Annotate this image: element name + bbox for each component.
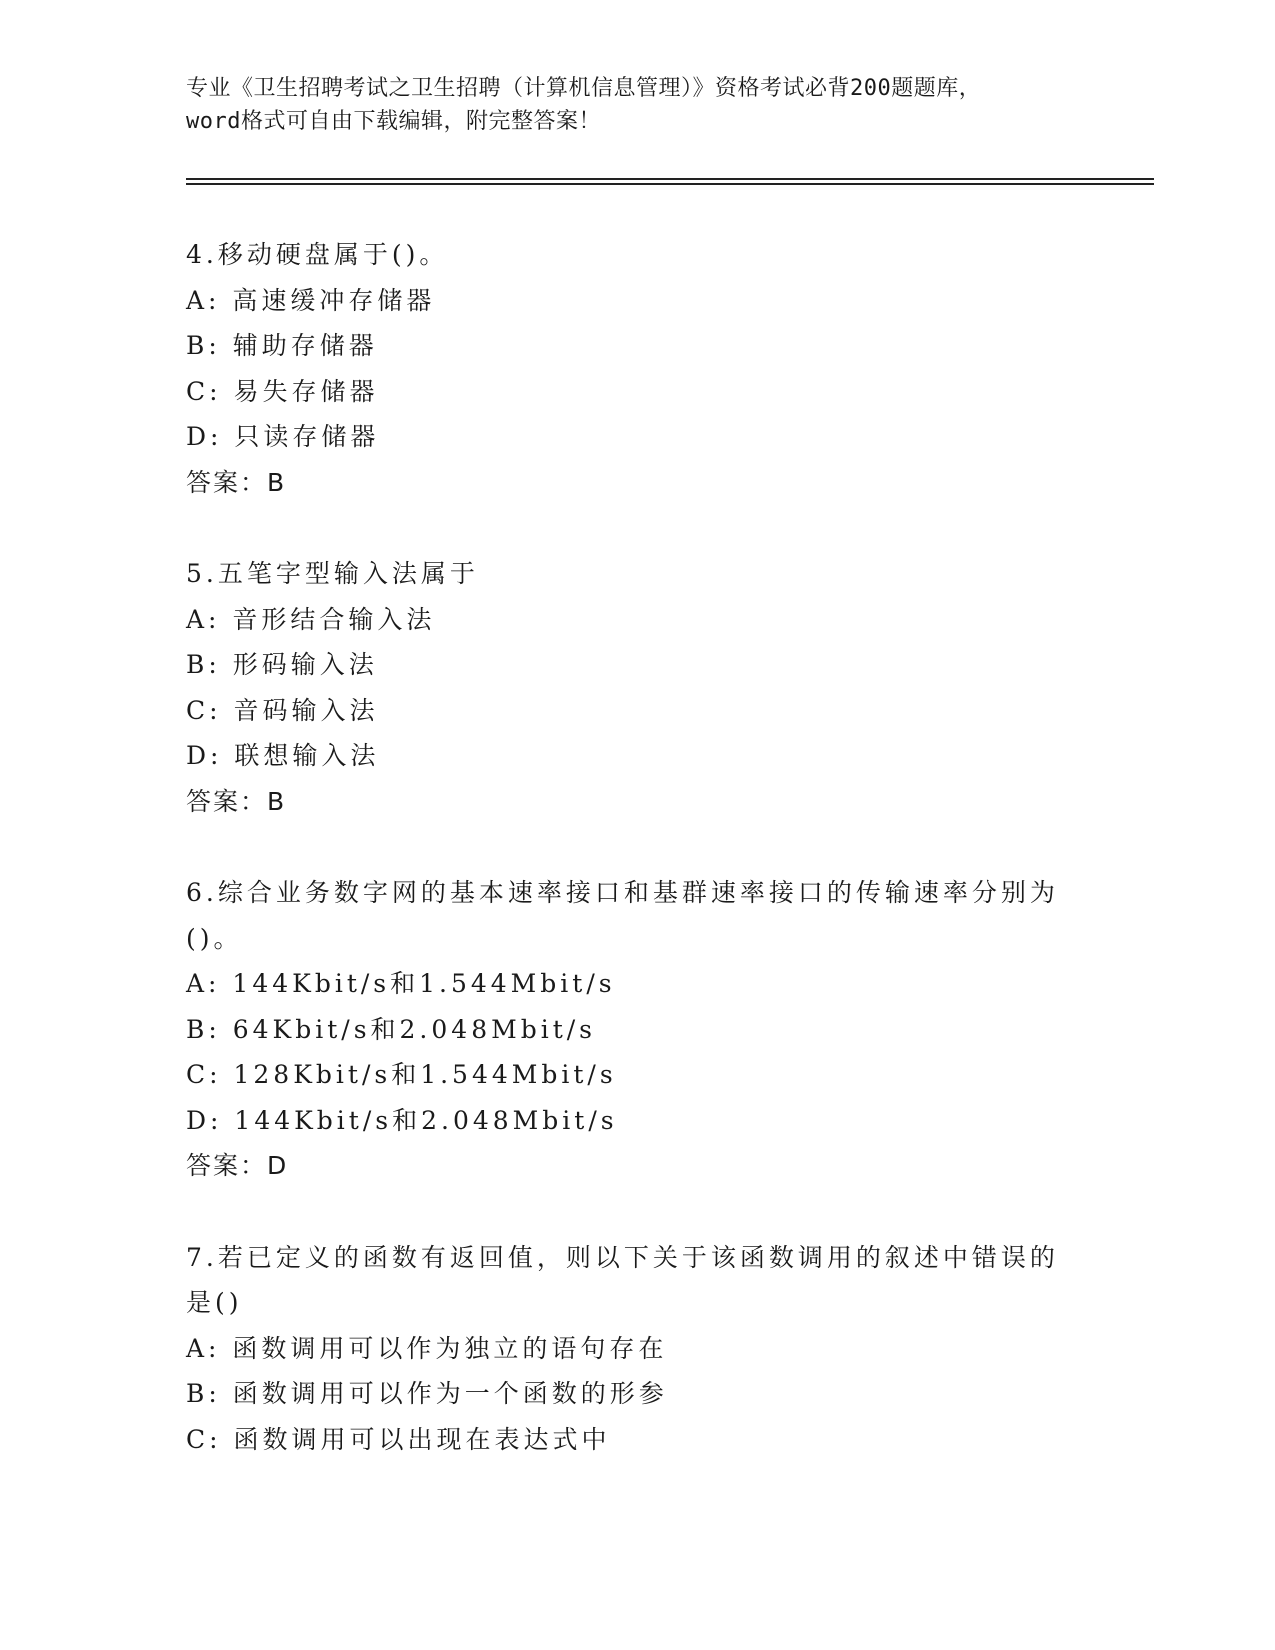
option-b: B: 形码输入法 [186,650,378,679]
question-stem-continued: 是() [186,1288,243,1317]
question-7 [186,1235,1086,1463]
option-a: A: 音形结合输入法 [186,604,436,634]
option-a: A: 函数调用可以作为独立的语句存在 [186,1333,668,1363]
question-stem: 6.综合业务数字网的基本速率接口和基群速率接口的传输速率分别为 [186,878,1059,907]
option-b: B: 辅助存储器 [186,331,378,360]
header-line-2: word格式可自由下载编辑，附完整答案！ [186,109,601,134]
question-stem: 7.若已定义的函数有返回值，则以下关于该函数调用的叙述中错误的 [186,1242,1059,1272]
question-5 [186,551,1086,824]
option-d: D: 只读存储器 [186,422,380,451]
question-stem: 5.五笔字型输入法属于 [186,559,479,588]
question-list [186,232,1086,1508]
header-rule-bottom [186,183,1154,185]
option-d: D: 联想输入法 [186,741,380,770]
answer-line: 答案：B [186,786,287,816]
option-d: D: 144Kbit/s和2.048Mbit/s [186,1105,618,1135]
question-4 [186,232,1086,505]
option-b: B: 函数调用可以作为一个函数的形参 [186,1379,668,1408]
option-c: C: 易失存储器 [186,376,379,406]
option-a: A: 144Kbit/s和1.544Mbit/s [186,969,616,998]
question-stem: 4.移动硬盘属于()。 [186,240,449,269]
document-header [186,72,1106,138]
answer-line: 答案：D [186,1151,289,1180]
answer-line: 答案：B [186,467,287,497]
option-a: A: 高速缓冲存储器 [186,285,436,315]
option-b: B: 64Kbit/s和2.048Mbit/s [186,1014,596,1044]
question-stem-continued: ()。 [186,923,243,953]
question-6 [186,870,1086,1189]
header-line-1: 专业《卫生招聘考试之卫生招聘（计算机信息管理）》资格考试必背200题题库， [186,76,982,101]
option-c: C: 函数调用可以出现在表达式中 [186,1424,611,1454]
option-c: C: 128Kbit/s和1.544Mbit/s [186,1060,617,1089]
option-c: C: 音码输入法 [186,695,379,725]
header-rule-top [186,178,1154,180]
